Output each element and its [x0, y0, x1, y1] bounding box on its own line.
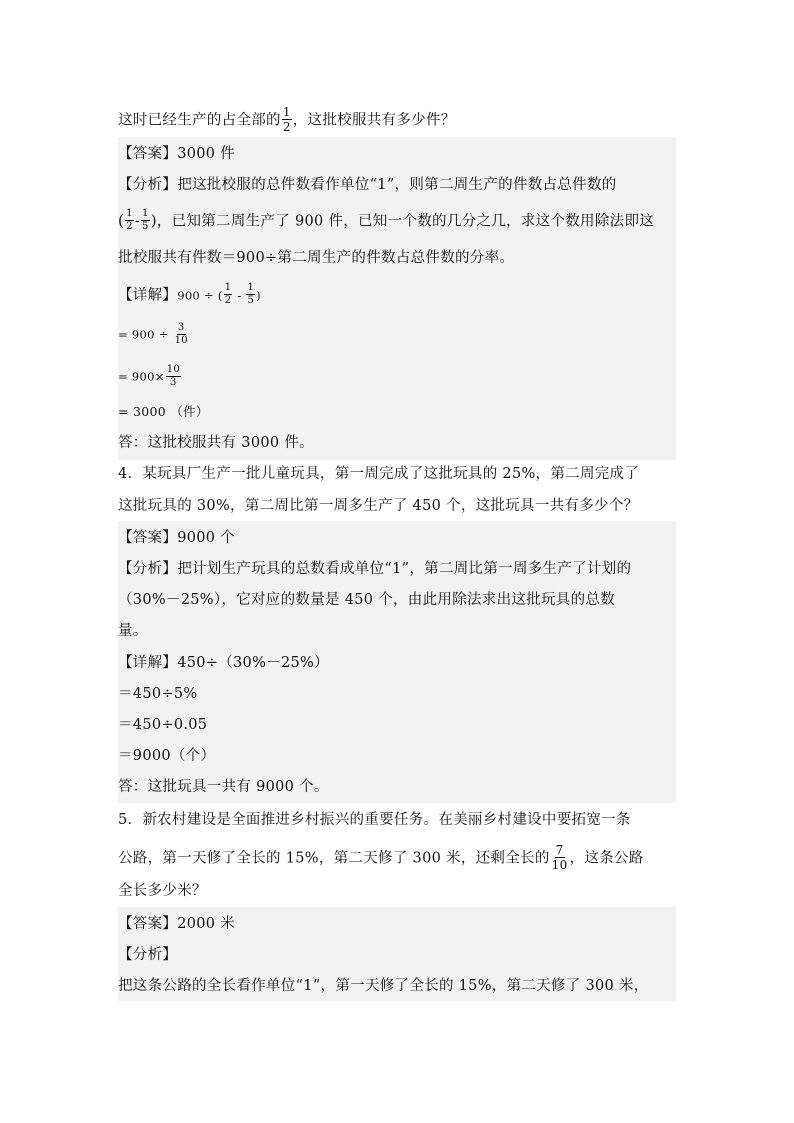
answer-3-result: 【答案】3000 件 — [118, 146, 236, 162]
question-5-line-3: 全长多少米？ — [118, 883, 207, 899]
text: ，这批校服共有多少件？ — [292, 112, 456, 129]
text: 这时已经生产的占全部的 — [118, 112, 281, 129]
answer-3-analysis-line-1: 【分析】把这批校服的总件数看作单位“1”，则第二周生产的件数占总件数的 — [118, 177, 617, 193]
answer-5-analysis-line-1: 把这条公路的全长看作单位“1”，第一天修了全长的 15%，第二天修了 300 米， — [118, 978, 649, 994]
fraction: $\frac{1}{2}$ — [224, 282, 232, 306]
answer-3-step-2: = 900× $\frac{10}{3}$ — [118, 364, 181, 388]
answer-3-step-3: = 3000 （件） — [118, 404, 209, 419]
answer-3-step-1: = 900 ÷ $\frac{3}{10}$ — [118, 322, 188, 346]
fraction-one-half: $\frac{1}{2}$ — [282, 105, 291, 134]
question-3-tail — [118, 107, 676, 134]
answer-4-conclusion: 答：这批玩具一共有 9000 个。 — [118, 779, 329, 795]
question-4-line-1: 4．某玩具厂生产一批儿童玩具，第一周完成了这批玩具的 25%，第二周完成了 — [118, 466, 640, 482]
answer-3-analysis-line-2: ( $\frac{1}{2}$ - $\frac{1}{5}$ )，已知第二周生产了 900 件，已知一个数的几分之几，求这个数用除法即这 — [118, 208, 655, 232]
question-4-line-2: 这批玩具的 30%，第二周比第一周多生产了 450 个，这批玩具一共有多少个？ — [118, 498, 639, 514]
answer-3-analysis-line-3: 批校服共有件数＝900÷第二周生产的件数占总件数的分率。 — [118, 250, 515, 266]
answer-4-detail: 【详解】450÷（30%－25%） — [118, 655, 329, 671]
answer-4-analysis-line-2: （30%－25%），它对应的数量是 450 个，由此用除法求出这批玩具的总数 — [118, 592, 615, 608]
fraction: $\frac{10}{3}$ — [166, 364, 181, 388]
answer-4-step-3: ＝9000（个） — [118, 748, 216, 764]
answer-3-conclusion: 答：这批校服共有 3000 件。 — [118, 435, 314, 451]
fraction: $\frac{3}{10}$ — [174, 322, 188, 346]
answer-4-analysis-line-3: 量。 — [118, 623, 148, 639]
answer-3-detail: 【详解】900 ÷ ( $\frac{1}{2}$ - $\frac{1}{5}$ ) — [118, 282, 261, 306]
answer-4-result: 【答案】9000 个 — [118, 530, 236, 546]
answer-5-analysis-label: 【分析】 — [118, 947, 178, 963]
answer-4-analysis-line-1: 【分析】把计划生产玩具的总数看成单位“1”，第二周比第一周多生产了计划的 — [118, 561, 632, 577]
question-5-line-1: 5．新农村建设是全面推进乡村振兴的重要任务。在美丽乡村建设中要拓宽一条 — [118, 812, 631, 828]
question-5-line-2: 公路，第一天修了全长的 15%，第二天修了 300 米，还剩全长的 $\frac{7}{10}$ ，这条公路 — [118, 843, 644, 872]
fraction-seven-tenths: $\frac{7}{10}$ — [551, 843, 568, 872]
answer-4-step-1: ＝450÷5% — [118, 686, 198, 702]
fraction: $\frac{1}{2}$ — [126, 208, 133, 232]
answer-5-result: 【答案】2000 米 — [118, 916, 236, 932]
fraction: $\frac{1}{5}$ — [142, 208, 149, 232]
fraction: $\frac{1}{5}$ — [247, 282, 255, 306]
answer-4-step-2: ＝450÷0.05 — [118, 717, 208, 733]
